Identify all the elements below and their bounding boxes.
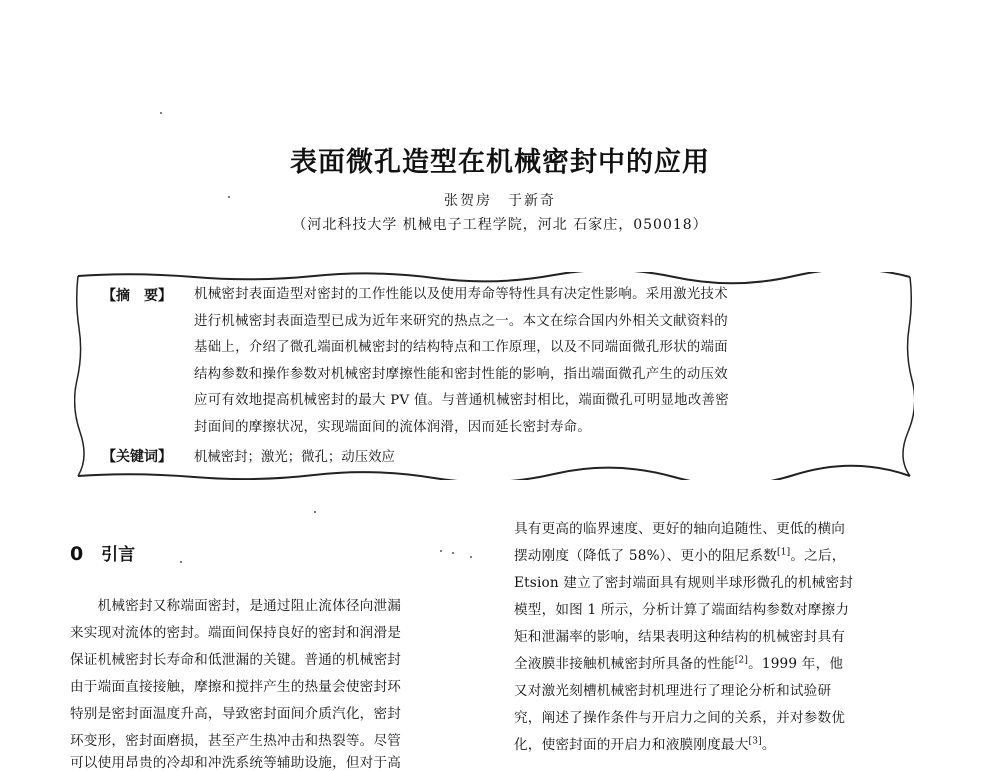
keywords-text: 机械密封；激光；微孔；动压效应 xyxy=(194,450,395,465)
right-body-line: 模型，如图 1 所示，分析计算了端面结构参数对摩擦力 xyxy=(514,602,850,618)
left-body-line: 机械密封又称端面密封，是通过阻止流体径向泄漏 xyxy=(70,598,402,614)
left-body-line: 特别是密封面温度升高，导致密封面间介质汽化，密封 xyxy=(70,706,402,722)
abstract-line: 机械密封表面造型对密封的工作性能以及使用寿命等特性具有决定性影响。采用激光技术 xyxy=(194,287,728,302)
right-body-line: 具有更高的临界速度、更好的轴向追随性、更低的横向 xyxy=(514,521,846,537)
paper-title: 表面微孔造型在机械密封中的应用 xyxy=(290,147,710,178)
right-body-line: 矩和泄漏率的影响，结果表明这种结构的机械密封具有 xyxy=(514,629,846,645)
right-body-line: Etsion 建立了密封端面具有规则半球形微孔的机械密封 xyxy=(514,575,854,591)
abstract-line: 进行机械密封表面造型已成为近年来研究的热点之一。本文在综合国内外相关文献资料的 xyxy=(194,313,728,329)
right-body-line: 全液膜非接触机械密封所具备的性能[2]。1999 年，他 xyxy=(514,655,844,672)
left-body-line: 可以使用昂贵的冷却和冲洗系统等辅助设施，但对于高 xyxy=(70,755,402,771)
abstract-box xyxy=(74,272,914,480)
abstract-label: 【摘 要】 xyxy=(102,288,172,304)
scan-speck xyxy=(228,196,230,198)
keywords-label: 【关键词】 xyxy=(102,449,172,465)
scan-speck xyxy=(452,552,454,554)
section-number: 0 xyxy=(70,543,84,565)
abstract-line: 基础上，介绍了微孔端面机械密封的结构特点和工作原理，以及不同端面微孔形状的端面 xyxy=(194,340,728,355)
right-body-line: 摆动刚度（降低了 58%）、更小的阻尼系数[1]。之后， xyxy=(514,547,846,564)
left-body-line: 环变形，密封面磨损，甚至产生热冲击和热裂等。尽管 xyxy=(70,733,402,749)
left-body-line: 保证机械密封长寿命和低泄漏的关键。普通的机械密封 xyxy=(70,652,402,668)
citation-ref: [1] xyxy=(777,547,791,558)
left-body-line: 来实现对流体的密封。端面间保持良好的密封和润滑是 xyxy=(70,625,402,641)
citation-ref: [2] xyxy=(734,655,749,666)
abstract-line: 结构参数和操作参数对机械密封摩擦性能和密封性能的影响，指出端面微孔产生的动压效 xyxy=(194,366,728,382)
paper-affiliation: （河北科技大学 机械电子工程学院，河北 石家庄，050018） xyxy=(292,217,708,233)
scan-speck xyxy=(314,511,316,513)
left-body-line: 由于端面直接接触，摩擦和搅拌产生的热量会使密封环 xyxy=(70,679,402,695)
right-body-line: 又对激光刻槽机械密封机理进行了理论分析和试验研 xyxy=(514,683,832,699)
abstract-line: 封面间的摩擦状况，实现端面间的流体润滑，因而延长密封寿命。 xyxy=(194,419,592,435)
right-body-line: 化，使密封面的开启力和液膜刚度最大[3]。 xyxy=(514,736,776,753)
section-heading xyxy=(70,540,135,565)
abstract-line: 应可有效地提高机械密封的最大 PV 值。与普通机械密封相比，端面微孔可明显地改善密 xyxy=(194,393,729,408)
scan-speck xyxy=(440,550,442,552)
citation-ref: [3] xyxy=(748,736,762,747)
scan-speck xyxy=(180,561,182,563)
section-title: 引言 xyxy=(101,545,136,565)
paper-authors: 张贺房 于新奇 xyxy=(444,193,556,209)
right-body-line: 究，阐述了操作条件与开启力之间的关系，并对参数优 xyxy=(514,710,846,726)
abstract-text xyxy=(194,285,894,444)
scan-speck xyxy=(160,112,162,114)
scan-speck xyxy=(470,556,472,558)
